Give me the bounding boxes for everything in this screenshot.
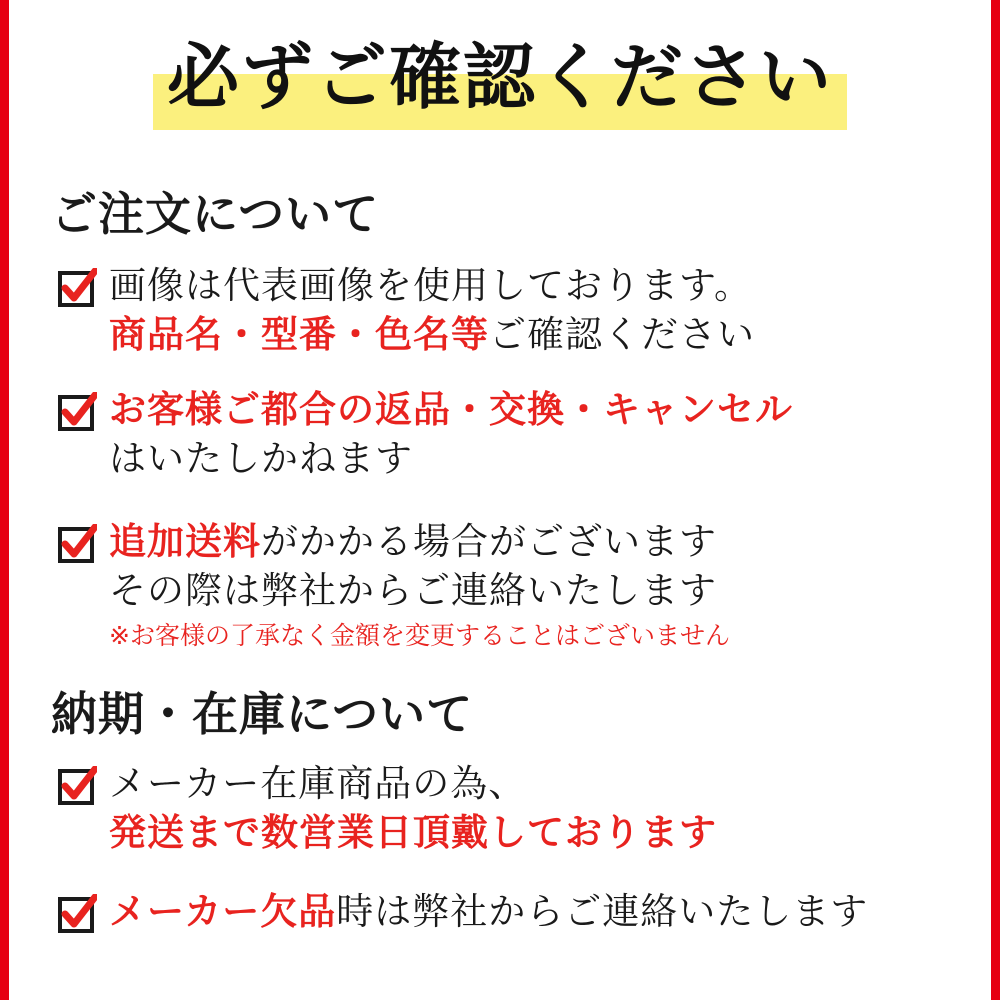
notice-line-red: 商品名・型番・色名等 <box>109 312 489 356</box>
notice-line <box>109 311 957 360</box>
notice-line-black: 時は弊社からご連絡いたします <box>336 890 869 933</box>
notice-line-red: メーカー欠品 <box>109 890 337 933</box>
notice-line: お客様ご都合の返品・交換・キャンセル <box>109 388 793 431</box>
notice-item-lines <box>109 386 957 484</box>
notice-inner <box>9 0 991 1000</box>
notice-line <box>109 518 957 567</box>
notice-line: 画像は代表画像を使用しております。 <box>109 264 753 307</box>
checkbox-checked-icon <box>57 524 97 564</box>
notice-item-lines <box>109 760 957 858</box>
notice-line-black: がかかる場合がございます <box>261 520 717 563</box>
section-heading-delivery: 納期・在庫について <box>51 687 474 741</box>
notice-line: 発送まで数営業日頂戴しております <box>109 810 717 854</box>
notice-item-lines <box>109 262 957 360</box>
notice-line: はいたしかねます <box>109 436 413 480</box>
notice-footnote: ※お客様の了承なく金額を変更することはございません <box>109 620 730 650</box>
notice-item <box>57 386 957 484</box>
notice-line <box>109 888 957 937</box>
checkbox-checked-icon <box>57 766 97 806</box>
checkbox-checked-icon <box>57 268 97 308</box>
page-title-wrap <box>9 36 991 122</box>
notice-item <box>57 888 957 937</box>
notice-item-lines <box>109 518 957 652</box>
notice-item <box>57 518 957 652</box>
notice-item-lines <box>109 888 957 937</box>
notice-line: その際は弊社からご連絡いたします <box>109 568 717 612</box>
notice-line-black: ご確認ください <box>489 312 755 356</box>
page-title <box>153 36 847 122</box>
checkbox-checked-icon <box>57 894 97 934</box>
section-heading-orders: ご注文について <box>51 187 380 241</box>
notice-item <box>57 760 957 858</box>
page-title-text: 必ずご確認ください <box>166 35 833 119</box>
checkbox-checked-icon <box>57 392 97 432</box>
notice-line-red: 追加送料 <box>109 520 261 563</box>
notice-item <box>57 262 957 360</box>
notice-line: メーカー在庫商品の為、 <box>109 762 527 805</box>
